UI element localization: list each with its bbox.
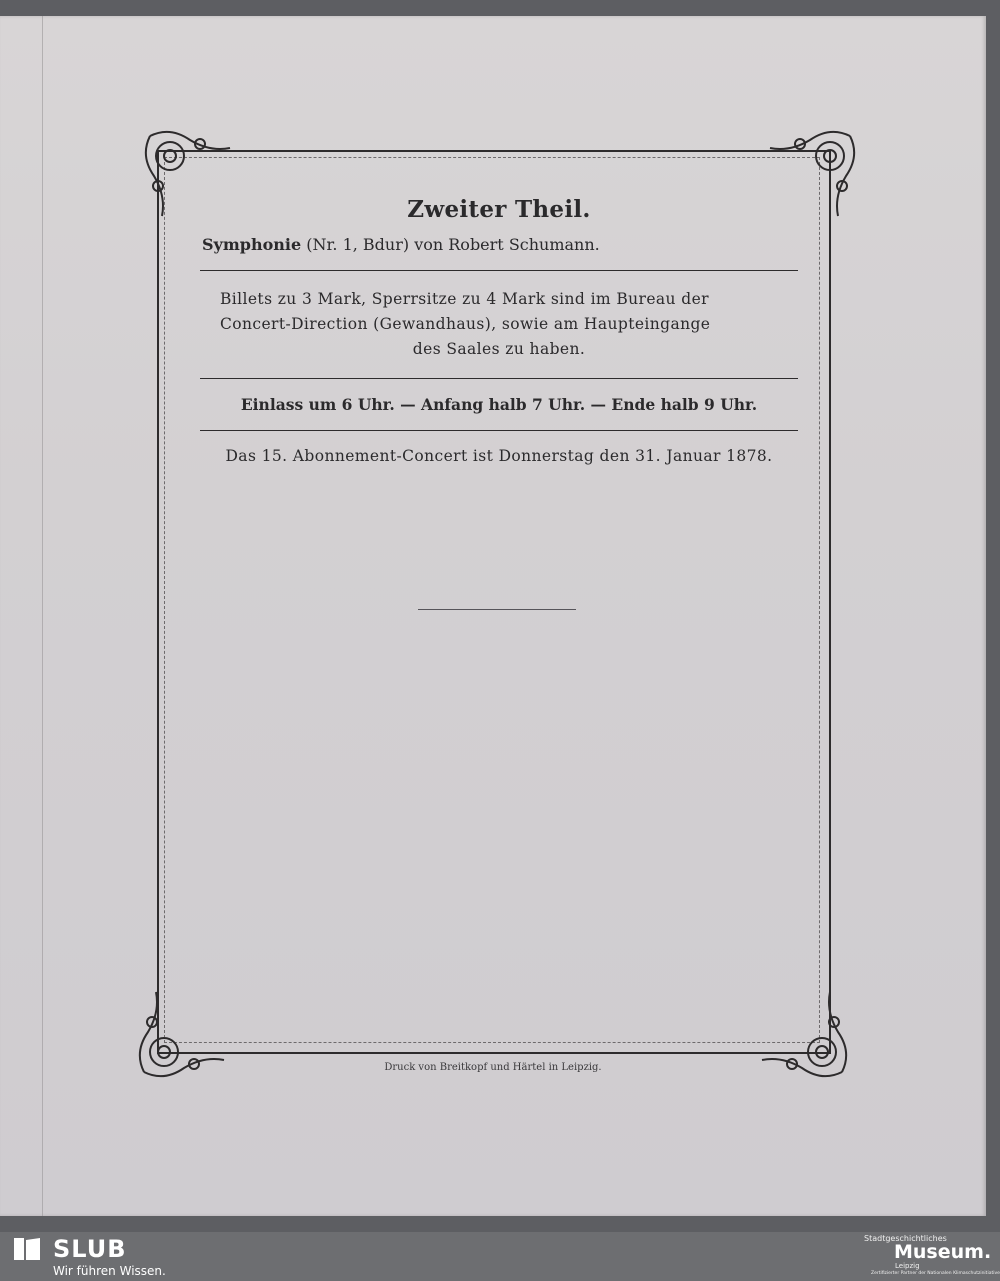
ticket-info-line-3: des Saales zu haben. [412,340,586,358]
ticket-info [200,287,798,362]
section-heading: Zweiter Theil. [407,196,591,223]
divider-rule [200,378,798,379]
ticket-info-line-2: Concert-Direction (Gewandhaus), sowie am Haupteingange [220,315,711,333]
corner-ornament-bottom-right [760,990,852,1082]
short-divider [418,609,576,610]
ticket-info-line-1: Billets zu 3 Mark, Sperrsitze zu 4 Mark sind im Bureau der [220,290,709,308]
page-fold-line [42,16,43,1216]
slub-tagline: Wir führen Wissen. [53,1264,166,1278]
printer-imprint: Druck von Breitkopf und Härtel in Leipzig. [384,1062,602,1073]
slub-logo-icon [12,1236,44,1262]
next-concert-notice: Das 15. Abonnement-Concert ist Donnerstag den 31. Januar 1878. [225,447,773,465]
programme-content [200,190,798,465]
corner-ornament-bottom-left [134,990,226,1082]
museum-logo-line-1: Stadtgeschichtliches [864,1234,947,1243]
divider-rule [200,270,798,271]
museum-partner-note: Zertifizierter Partner der Nationalen Klimaschutzinitiative [871,1271,1000,1276]
concert-times: Einlass um 6 Uhr. — Anfang halb 7 Uhr. — Ende halb 9 Uhr. [240,395,758,414]
museum-logo-name: Museum. [894,1241,992,1263]
symphony-details: (Nr. 1, Bdur) von Robert Schumann. [301,235,600,254]
slub-logo-text: SLUB [53,1235,127,1263]
divider-rule [200,430,798,431]
symphony-title: Symphonie [202,235,302,254]
symphony-line [202,235,798,254]
museum-logo-city: Leipzig [895,1262,920,1270]
